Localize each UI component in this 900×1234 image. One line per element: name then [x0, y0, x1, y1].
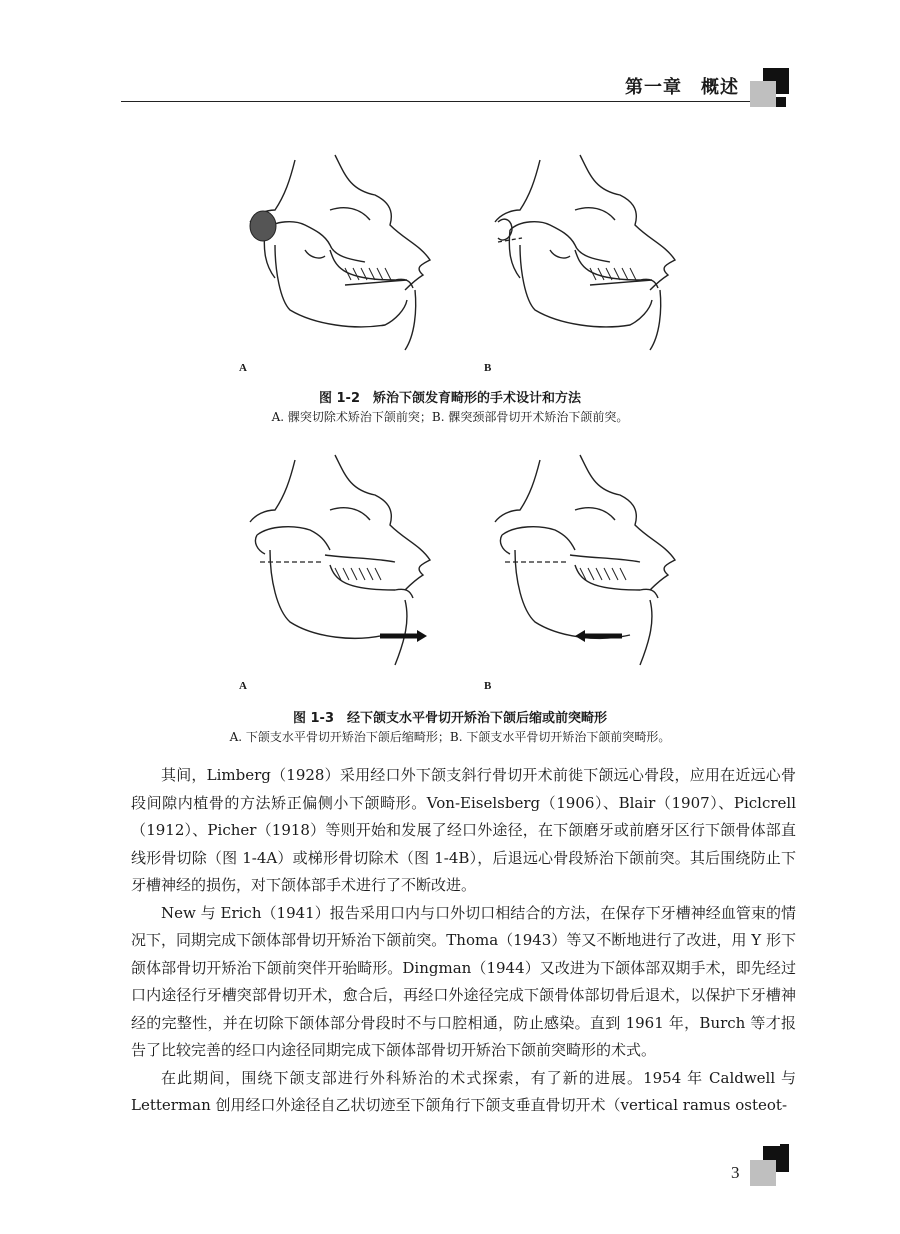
paragraph-2: New 与 Erich（1941）报告采用口内与口外切口相结合的方法，在保存下牙槽神经血管束的情况下，同期完成下颌体部骨切开矫治下颌前突。Thoma（1943）等又不断地进行了改进，用 Y 形下颌体部骨切开矫治下颌前突伴开骀畸形。Dingman（1944）又改进为下颌体部双期手术，即先经过口内途径行牙槽突部骨切开术，愈合后，再经口外途径完成下颌骨体部切骨后退术，以保护下牙槽神经的完整性，并在切除下颌体部分骨段时不与口腔相通，防止感染。直到 1961 年，Burch 等才报告了比较完善的经口内途径同期完成下颌体部骨切开矫治下颌前突畸形的术式。: [131, 903, 796, 1059]
header-decoration: [750, 68, 800, 114]
figure-1-2-panel-b-label: B: [484, 362, 492, 374]
figure-1-3b-illustration: [480, 450, 680, 675]
page-number: 3: [731, 1163, 740, 1182]
figure-1-2-caption: 图 1-2 矫治下颌发育畸形的手术设计和方法: [318, 391, 581, 406]
figure-1-2b-illustration: [480, 150, 680, 365]
figure-1-3-caption: 图 1-3 经下颌支水平骨切开矫治下颌后缩或前突畸形: [292, 711, 607, 726]
figure-1-2-panel-a-label: A: [239, 362, 247, 374]
figure-1-3-panel-a-label: A: [239, 680, 247, 692]
header-rule: [121, 101, 769, 102]
figure-1-2-description: A. 髁突切除术矫治下颌前突；B. 髁突颈部骨切开术矫治下颌前突。: [271, 410, 629, 424]
paragraph-3: 在此期间，围绕下颌支部进行外科矫治的术式探索，有了新的进展。1954 年 Caldwell 与 Letterman 创用经口外途径自乙状切迹至下颌角行下颌支垂直骨切开术（vertical ramus osteot-: [131, 1068, 796, 1114]
body-text: [131, 762, 796, 1120]
figure-1-3a-illustration: [235, 450, 435, 675]
footer-decoration: [750, 1144, 800, 1188]
figure-1-3-description: A. 下颌支水平骨切开矫治下颌后缩畸形；B. 下颌支水平骨切开矫治下颌前突畸形。: [229, 730, 671, 744]
paragraph-1: 其间，Limberg（1928）采用经口外下颌支斜行骨切开术前徙下颌远心骨段，应用在近远心骨段间隙内植骨的方法矫正偏侧小下颌畸形。Von-Eiselsberg（1906）、Blair（1907）、Piclcrell（1912）、Picher（1918）等则开始和发展了经口外途径，在下颌磨牙或前磨牙区行下颌骨体部直线形骨切除（图 1-4A）或梯形骨切除术（图 1-4B），后退远心骨段矫治下颌前突。其后围绕防止下牙槽神经的损伤，对下颌体部手术进行了不断改进。: [131, 766, 796, 894]
figure-1-2a-illustration: [235, 150, 435, 365]
chapter-title: 第一章 概述: [625, 77, 739, 98]
figure-1-3-panel-b-label: B: [484, 680, 492, 692]
